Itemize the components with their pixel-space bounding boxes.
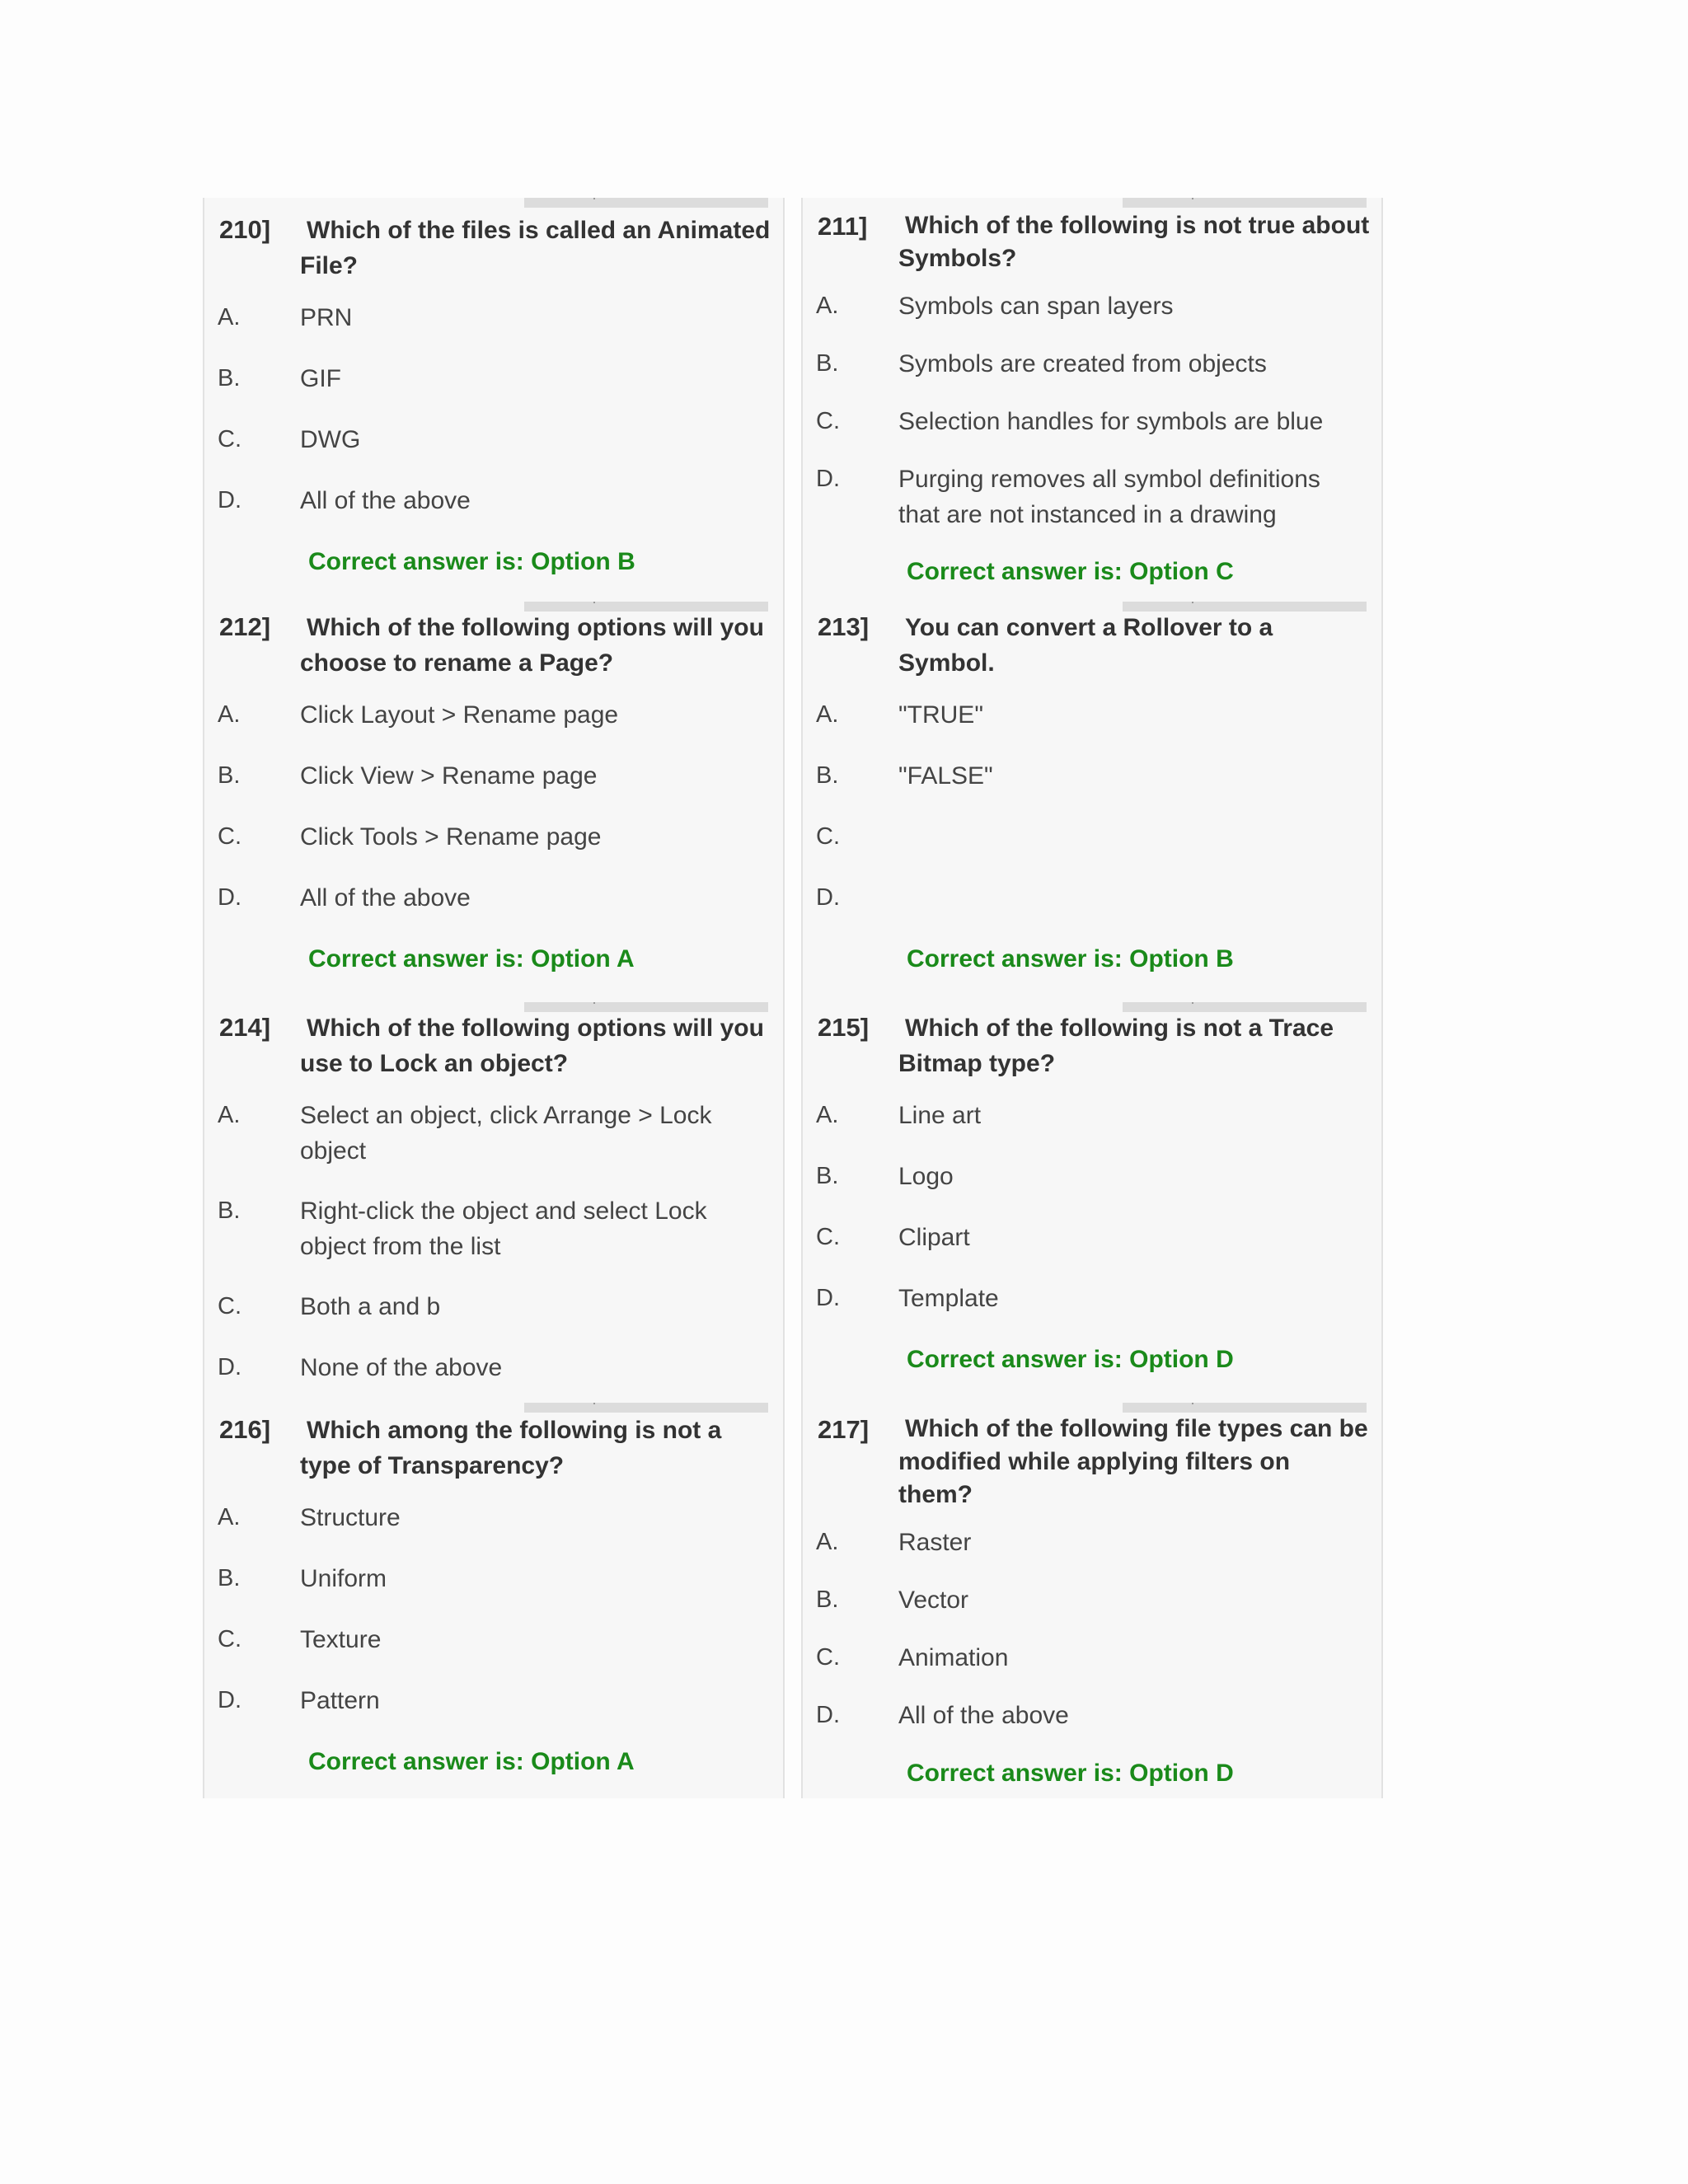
option-text: Line art (898, 1102, 982, 1129)
option-letter: C. (816, 823, 840, 850)
question-text: Which of the following is not true about Symbols? (898, 212, 1370, 272)
option-letter: B. (816, 350, 839, 377)
option-d[interactable] (204, 483, 783, 519)
question-number: 214] (219, 1013, 271, 1042)
option-text: Purging removes all symbol definitions that are not instanced in a drawing (898, 466, 1320, 528)
option-letter: B. (218, 762, 241, 789)
option-letter: A. (816, 1102, 839, 1128)
question-number: 210] (219, 215, 271, 244)
option-letter: A. (218, 1102, 241, 1128)
option-d[interactable] (803, 880, 1381, 916)
question-card-210 (203, 198, 785, 602)
option-letter: C. (218, 1626, 241, 1652)
question-text: Which of the following file types can be modified while applying filters on them? (898, 1415, 1368, 1508)
option-a[interactable] (204, 1098, 783, 1169)
question-text: Which of the files is called an Animated File? (300, 217, 771, 279)
option-text: All of the above (898, 1702, 1069, 1729)
options-list (803, 288, 1381, 532)
option-c[interactable] (803, 1640, 1381, 1676)
option-letter: C. (218, 823, 241, 850)
correct-answer: Correct answer is: Option A (308, 945, 635, 972)
option-letter: D. (816, 466, 840, 492)
option-text: Both a and b (300, 1293, 441, 1320)
correct-answer: Correct answer is: Option C (907, 558, 1234, 585)
options-list (204, 697, 783, 916)
question-card-211 (801, 198, 1383, 602)
option-c[interactable] (204, 1622, 783, 1658)
card-tab-marker (524, 1403, 768, 1413)
option-d[interactable] (204, 880, 783, 916)
correct-answer: Correct answer is: Option B (907, 945, 1234, 972)
card-tab-marker (1123, 198, 1367, 208)
option-d[interactable] (803, 1698, 1381, 1734)
option-b[interactable] (803, 1159, 1381, 1195)
option-letter: A. (218, 304, 241, 330)
option-letter: B. (816, 1163, 839, 1189)
option-letter: D. (218, 1354, 241, 1380)
option-d[interactable] (204, 1683, 783, 1719)
option-letter: C. (816, 1644, 840, 1671)
option-a[interactable] (803, 1525, 1381, 1561)
question-card-214 (203, 1002, 785, 1403)
option-d[interactable] (803, 462, 1381, 532)
option-c[interactable] (803, 404, 1381, 440)
question-header (204, 1413, 783, 1483)
question-header (204, 610, 783, 681)
option-text: Uniform (300, 1565, 387, 1592)
option-text: Template (898, 1285, 999, 1312)
question-card-212 (203, 602, 785, 1002)
option-letter: B. (816, 762, 839, 789)
option-c[interactable] (803, 819, 1381, 855)
option-text: Pattern (300, 1687, 380, 1714)
question-card-217 (801, 1403, 1383, 1798)
option-b[interactable] (204, 758, 783, 794)
option-letter: D. (218, 487, 241, 513)
option-letter: C. (816, 408, 840, 434)
question-text: Which of the following options will you choose to rename a Page? (300, 614, 764, 677)
option-b[interactable] (204, 1193, 783, 1264)
option-letter: D. (218, 1687, 241, 1713)
question-header (803, 610, 1381, 681)
correct-answer: Correct answer is: Option D (907, 1346, 1234, 1373)
option-a[interactable] (803, 697, 1381, 733)
question-number: 215] (818, 1013, 870, 1042)
question-text: Which of the following is not a Trace Bitmap type? (898, 1015, 1334, 1077)
option-text: Logo (898, 1163, 954, 1190)
option-text: Symbols are created from objects (898, 350, 1267, 377)
options-list (803, 1098, 1381, 1317)
option-letter: D. (816, 1285, 840, 1311)
option-text: Click Layout > Rename page (300, 701, 619, 729)
option-text: "TRUE" (898, 701, 983, 729)
option-b[interactable] (204, 1561, 783, 1597)
option-text: Selection handles for symbols are blue (898, 408, 1324, 435)
correct-answer: Correct answer is: Option D (907, 1760, 1234, 1787)
option-text: Texture (300, 1626, 382, 1653)
card-tab-marker (1123, 1403, 1367, 1413)
options-list (803, 697, 1381, 916)
option-text: Clipart (898, 1224, 970, 1251)
question-card-215 (801, 1002, 1383, 1403)
question-card-213 (801, 602, 1383, 1002)
option-b[interactable] (803, 758, 1381, 794)
question-header (803, 209, 1381, 275)
option-text: Raster (898, 1529, 972, 1556)
option-text: All of the above (300, 884, 471, 912)
question-number: 211] (818, 212, 868, 241)
question-number: 216] (219, 1415, 271, 1444)
options-list (204, 300, 783, 519)
question-text: Which of the following options will you use to Lock an object? (300, 1015, 764, 1077)
option-text: GIF (300, 365, 341, 392)
question-text: Which among the following is not a type of Transparency? (300, 1417, 722, 1479)
option-text: PRN (300, 304, 353, 331)
correct-answer: Correct answer is: Option B (308, 548, 635, 575)
options-list (803, 1525, 1381, 1734)
option-letter: A. (218, 701, 241, 728)
option-a[interactable] (803, 1098, 1381, 1134)
option-c[interactable] (204, 422, 783, 458)
option-text: Structure (300, 1504, 401, 1531)
question-header (803, 1413, 1381, 1511)
question-header (803, 1010, 1381, 1081)
option-b[interactable] (803, 346, 1381, 382)
correct-answer: Correct answer is: Option A (308, 1748, 635, 1775)
question-header (204, 213, 783, 284)
option-letter: B. (218, 365, 241, 391)
option-letter: A. (816, 701, 839, 728)
question-number: 212] (219, 612, 271, 641)
option-text: Symbols can span layers (898, 293, 1174, 320)
option-text: Select an object, click Arrange > Lock object (300, 1102, 712, 1165)
option-d[interactable] (204, 1350, 783, 1386)
option-letter: A. (816, 1529, 839, 1555)
question-text: You can convert a Rollover to a Symbol. (898, 614, 1273, 677)
question-grid (203, 198, 1383, 1798)
option-letter: D. (816, 1702, 840, 1728)
card-tab-marker (524, 198, 768, 208)
option-letter: C. (816, 1224, 840, 1250)
option-b[interactable] (204, 361, 783, 397)
option-letter: C. (218, 1293, 241, 1319)
option-text: Animation (898, 1644, 1009, 1671)
option-text: All of the above (300, 487, 471, 514)
option-a[interactable] (204, 697, 783, 733)
option-text: None of the above (300, 1354, 503, 1381)
options-list (204, 1500, 783, 1719)
option-letter: D. (218, 884, 241, 911)
option-c[interactable] (803, 1220, 1381, 1256)
question-number: 217] (818, 1415, 870, 1444)
option-text: Right-click the object and select Lock object from the list (300, 1197, 707, 1260)
option-text: "FALSE" (898, 762, 993, 790)
option-text: Click Tools > Rename page (300, 823, 602, 851)
option-letter: B. (816, 1586, 839, 1613)
option-c[interactable] (204, 819, 783, 855)
options-list (204, 1098, 783, 1386)
option-b[interactable] (803, 1582, 1381, 1619)
option-text: Vector (898, 1586, 969, 1614)
question-header (204, 1010, 783, 1081)
option-a[interactable] (803, 288, 1381, 325)
option-text: DWG (300, 426, 361, 453)
option-letter: A. (816, 293, 839, 319)
option-d[interactable] (803, 1281, 1381, 1317)
question-number: 213] (818, 612, 870, 641)
option-letter: B. (218, 1565, 241, 1591)
option-letter: A. (218, 1504, 241, 1530)
option-c[interactable] (204, 1289, 783, 1325)
option-letter: D. (816, 884, 840, 911)
option-text: Click View > Rename page (300, 762, 598, 790)
option-a[interactable] (204, 300, 783, 336)
option-a[interactable] (204, 1500, 783, 1536)
option-letter: B. (218, 1197, 241, 1224)
question-card-216 (203, 1403, 785, 1798)
option-letter: C. (218, 426, 241, 452)
